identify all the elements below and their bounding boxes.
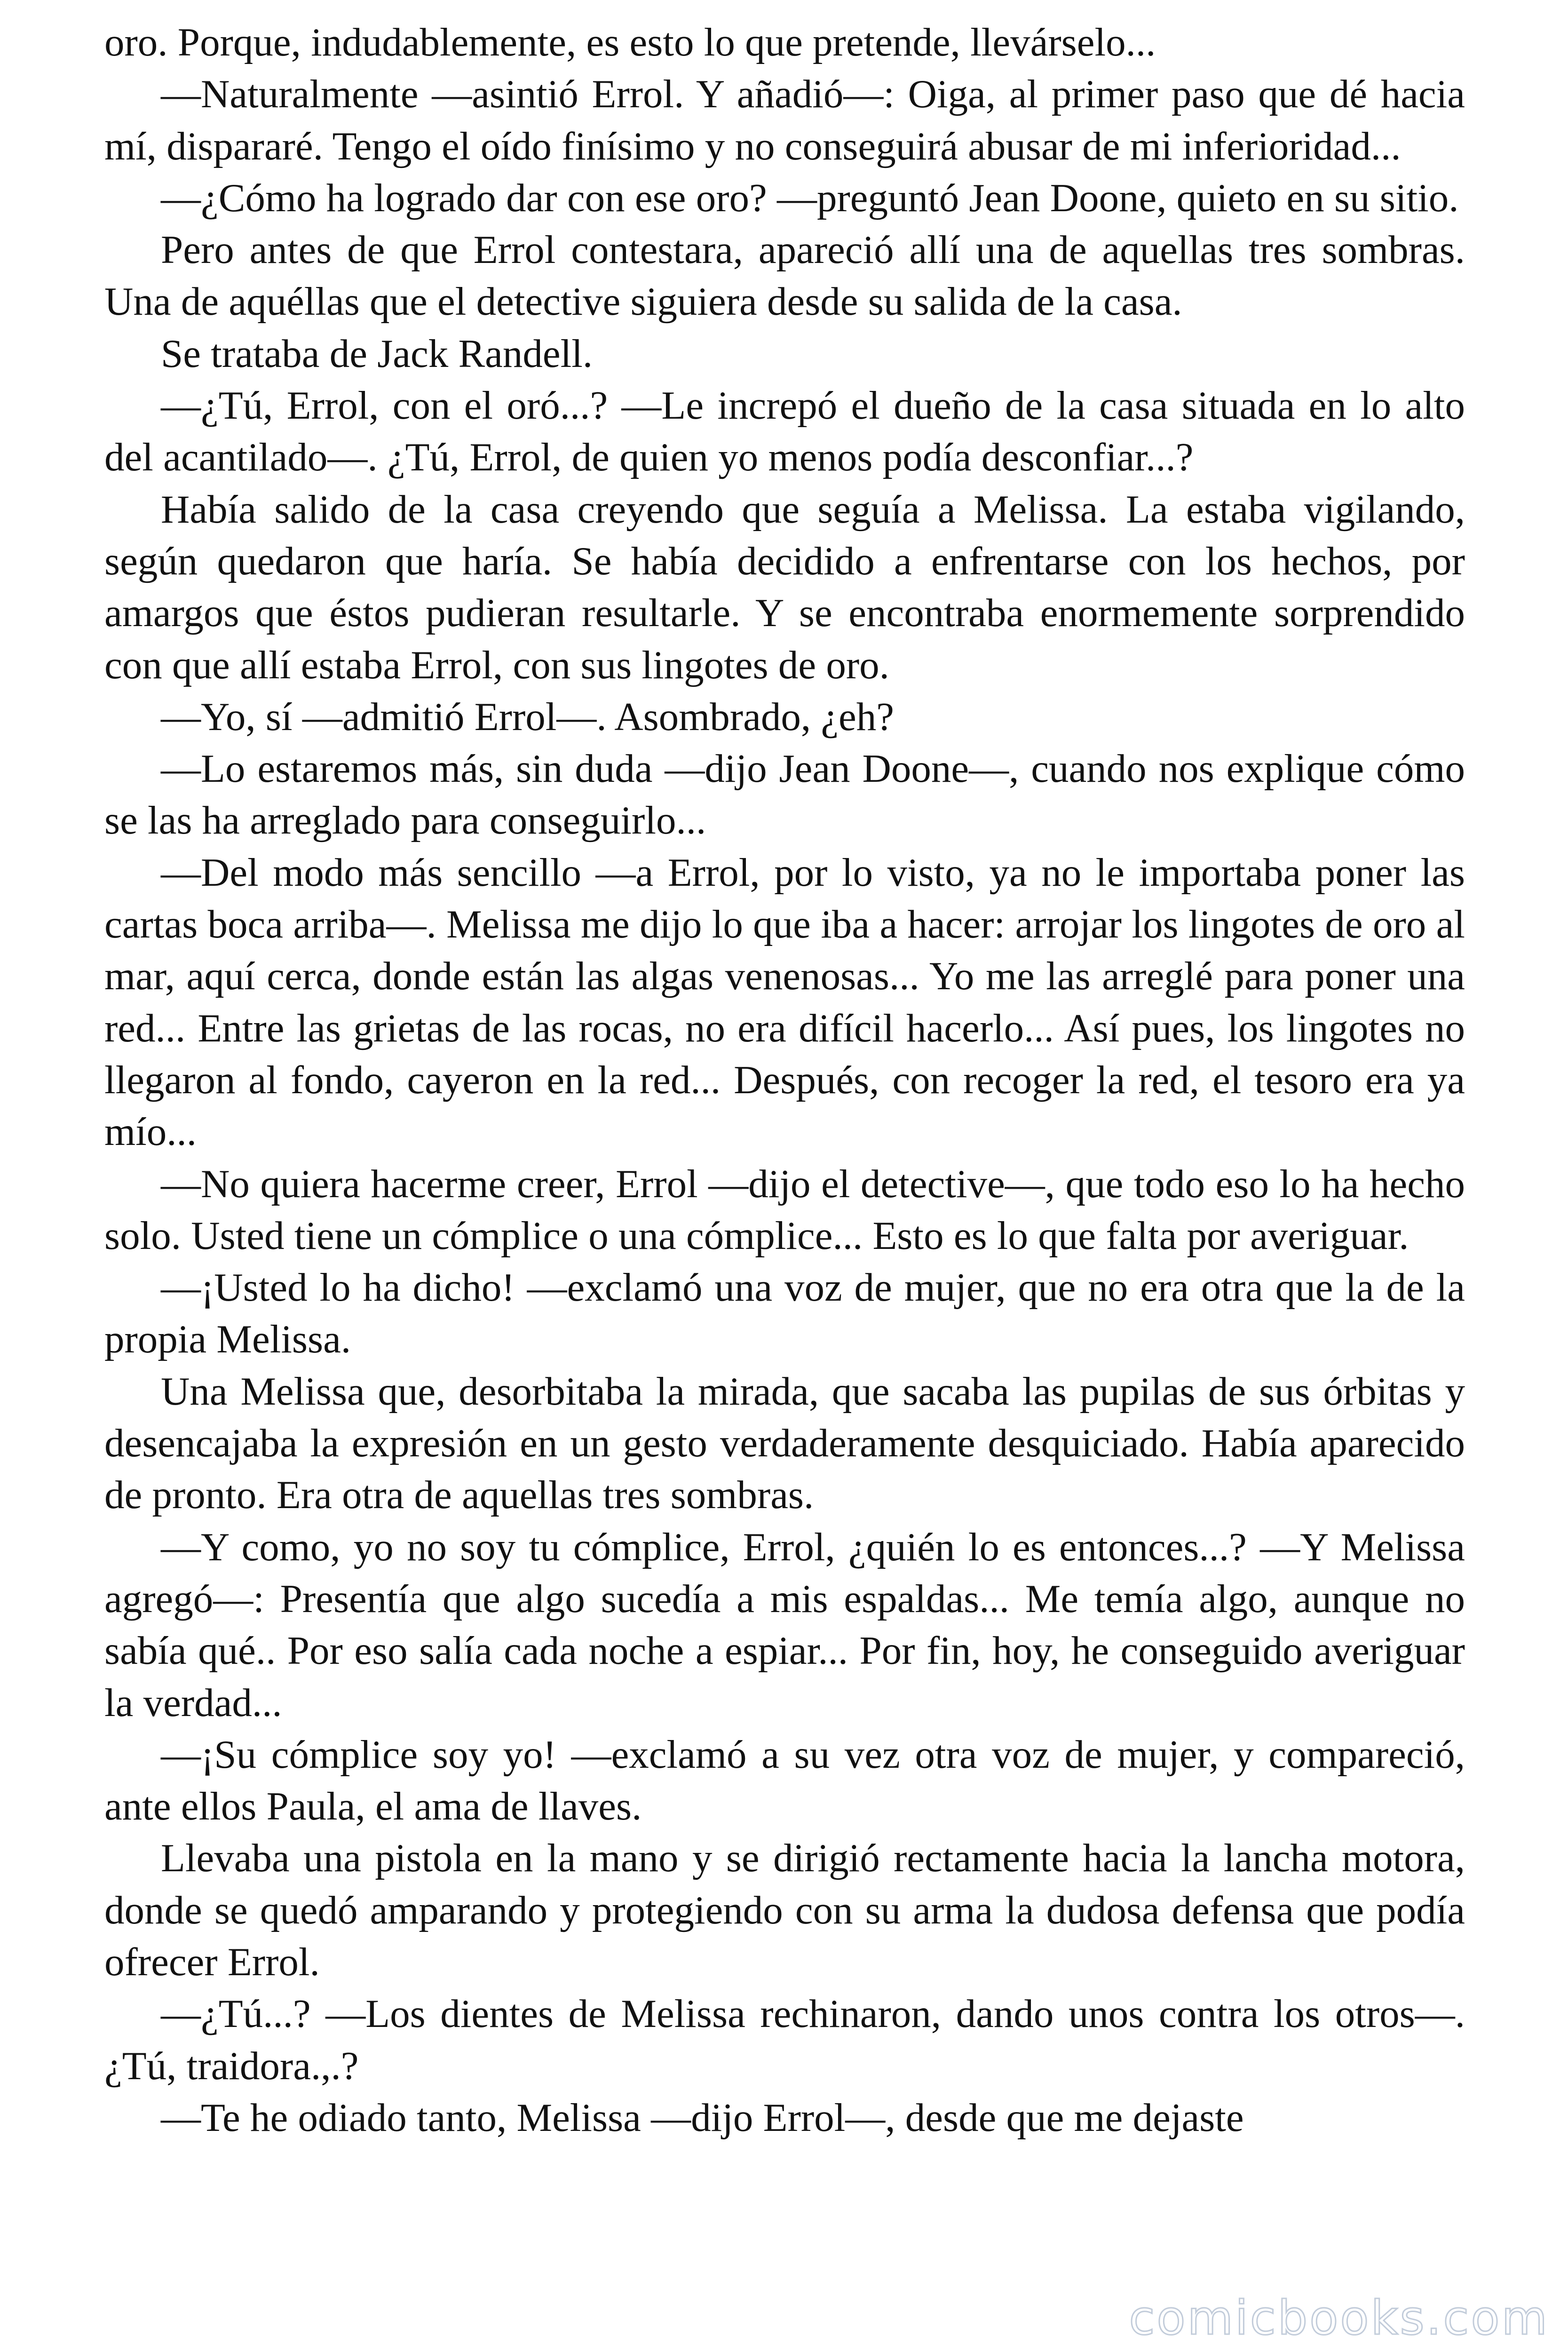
paragraph: —¿Cómo ha logrado dar con ese oro? —preguntó Jean Doone, quieto en su sitio. xyxy=(161,175,1459,220)
paragraph: Había salido de la casa creyendo que seguía a Melissa. La estaba vigilando, según quedaron que haría. Se había decidido a enfrentarse con los hechos, por amargos que éstos pudieran resultarle. Y se encontraba enormemente sorprendido con que allí estaba Errol, con sus lingotes de oro. xyxy=(104,487,1465,687)
paragraph: —Yo, sí —admitió Errol—. Asombrado, ¿eh? xyxy=(161,694,895,739)
paragraph: oro. Porque, indudablemente, es esto lo que pretende, llevárselo... xyxy=(104,20,1156,64)
paragraph: —¡Su cómplice soy yo! —exclamó a su vez otra voz de mujer, y compareció, ante ellos Paula, el ama de llaves. xyxy=(104,1732,1465,1829)
paragraph: —Te he odiado tanto, Melissa —dijo Errol—, desde que me dejaste xyxy=(161,2095,1244,2140)
paragraph: —¡Usted lo ha dicho! —exclamó una voz de mujer, que no era otra que la de la propia Melissa. xyxy=(104,1265,1465,1362)
paragraph: —Y como, yo no soy tu cómplice, Errol, ¿quién lo es entonces...? —Y Melissa agregó—: Presentía que algo sucedía a mis espaldas... Me temía algo, aunque no sabía qué.. Por eso salía cada noche a espiar... Por fin, hoy, he conseguido averiguar la verdad... xyxy=(104,1525,1465,1725)
paragraph: Una Melissa que, desorbitaba la mirada, que sacaba las pupilas de sus órbitas y desencajaba la expresión en un gesto verdaderamente desquiciado. Había aparecido de pronto. Era otra de aquellas tres sombras. xyxy=(104,1369,1465,1518)
paragraph: —¿Tú, Errol, con el oró...? —Le increpó el dueño de la casa situada en lo alto del acantilado—. ¿Tú, Errol, de quien yo menos podía desconfiar...? xyxy=(104,383,1465,480)
page-text xyxy=(104,16,1465,2144)
paragraph: —Naturalmente —asintió Errol. Y añadió—: Oiga, al primer paso que dé hacia mí, dispararé. Tengo el oído finísimo y no conseguirá abusar de mi inferioridad... xyxy=(104,72,1465,168)
paragraph: —¿Tú...? —Los dientes de Melissa rechinaron, dando unos contra los otros—. ¿Tú, traidora.,.? xyxy=(104,1992,1465,2088)
watermark: comicbooks.com xyxy=(1129,2290,1549,2345)
paragraph: Pero antes de que Errol contestara, apareció allí una de aquellas tres sombras. Una de aquéllas que el detective siguiera desde su salida de la casa. xyxy=(104,228,1465,324)
paragraph: Se trataba de Jack Randell. xyxy=(161,331,593,376)
paragraph: —Lo estaremos más, sin duda —dijo Jean Doone—, cuando nos explique cómo se las ha arreglado para conseguirlo... xyxy=(104,747,1465,843)
paragraph: —No quiera hacerme creer, Errol —dijo el detective—, que todo eso lo ha hecho solo. Usted tiene un cómplice o una cómplice... Esto es lo que falta por averiguar. xyxy=(104,1161,1465,1258)
paragraph: Llevaba una pistola en la mano y se dirigió rectamente hacia la lancha motora, donde se quedó amparando y protegiendo con su arma la dudosa defensa que podía ofrecer Errol. xyxy=(104,1836,1465,1984)
paragraph: —Del modo más sencillo —a Errol, por lo visto, ya no le importaba poner las cartas boca arriba—. Melissa me dijo lo que iba a hacer: arrojar los lingotes de oro al mar, aquí cerca, donde están las algas venenosas... Yo me las arreglé para poner una red... Entre las grietas de las rocas, no era difícil hacerlo... Así pues, los lingotes no llegaron al fondo, cayeron en la red... Después, con recoger la red, el tesoro era ya mío... xyxy=(104,850,1465,1154)
